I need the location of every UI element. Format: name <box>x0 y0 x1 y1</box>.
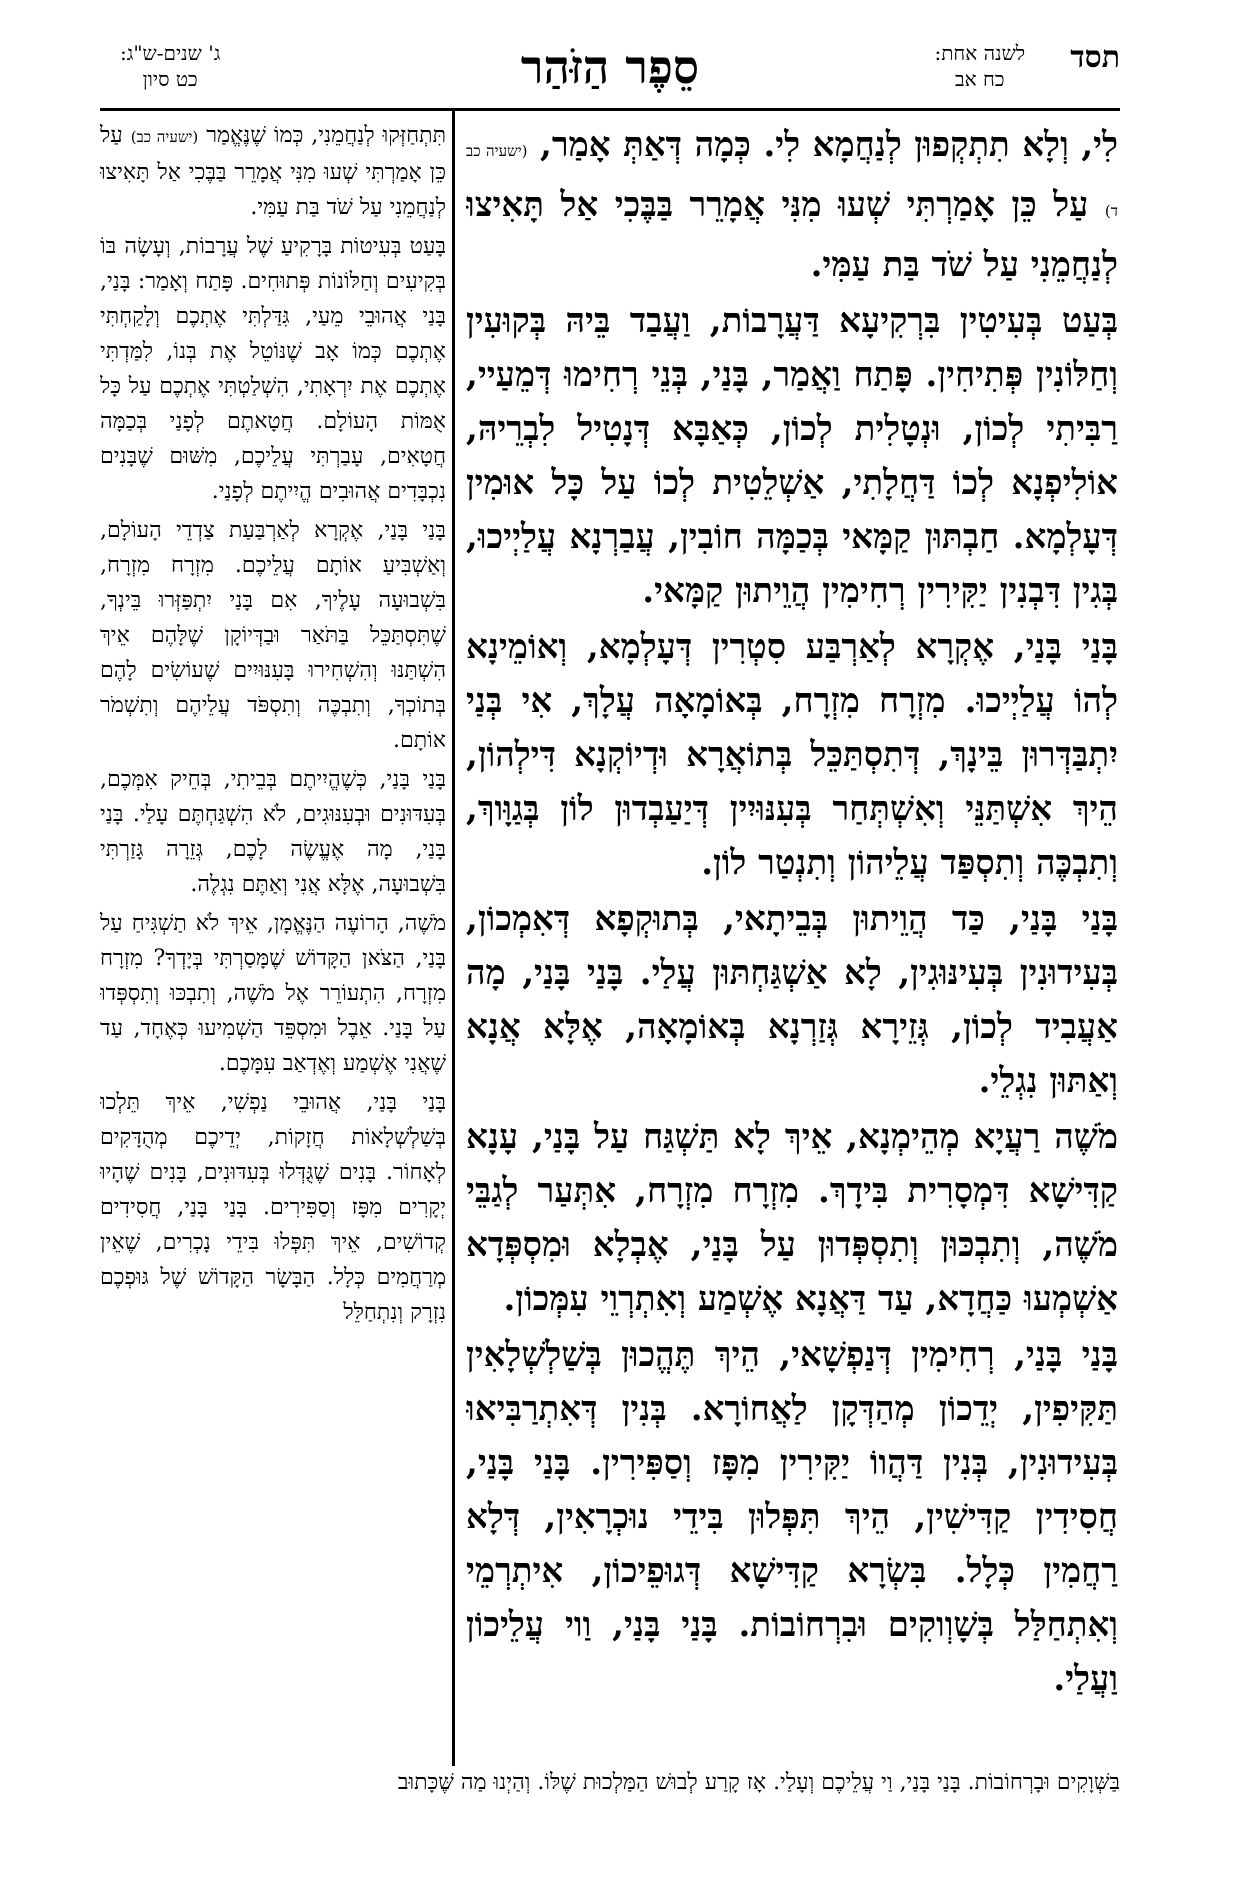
hebrew-paragraph: בָּנַי בָּנַי, אֶקְרָא לְאַרְבַּעַת צַדְדֵי הָעוֹלָם, וְאַשְׁבִּיעַ אוֹתָם עֲלֵיכֶם. מִזְרָח מִזְרָח, בִּשְׁבוּעָה עָלֶיךָ, אִם בָּנַי יִתְפַּזְּרוּ בֵּינְךָ, שֶׁתִּסְתַּכֵּל בַּתֹּאַר וּבַדְּיוֹקָן שֶׁלָּהֶם אֵיךְ הִשְׁתַּנּוּ וְהִשְׁחִירוּ בָּעִנּוּיִים שֶׁעוֹשִׂים לָהֶם בְּתוֹכְךָ, וְתִבְכֶּה וְתִסְפֹּד עֲלֵיהֶם וְתִשְׁמֹר אוֹתָם. <box>100 518 446 753</box>
hebrew-paragraph <box>100 118 446 225</box>
aramaic-text: לִי, וְלָא תִתְקְפוּן לְנַחֲמָא לִי. כְּמָה דְּאַתְּ אָמַר, <box>540 125 1118 165</box>
verse-reference: (ישעיה כב ד) <box>466 142 1118 220</box>
three-year-date: כט סיון <box>142 67 198 91</box>
folio-number: תסד <box>1070 40 1120 75</box>
aramaic-paragraph: מֹשֶׁה רַעֲיָא מְהֵימְנָא, אֵיךְ לָא תַּשְׁגַּח עַל בָּנַי, עָנָא קַדִּישָׁא דִּמְסָרִית בִּידָךְ. מִזְרָח מִזְרָח, אִתְּעַר לְגַבֵּי מֹשֶׁה, וְתִבְכּוּן וְתִסְפְּדוּן עַל בָּנַי, אֶבְלָא וּמִסְפְּדָא אַשְׁמְעוּ כַּחֲדָא, עַד דַּאֲנָא אֶשְׁמַע וְאִתְרְוֵי עִמְּכוֹן. <box>466 1117 1118 1319</box>
column-separator <box>452 108 455 1766</box>
aramaic-paragraph: בָּנַי בָּנַי, אֶקְרָא לְאַרְבַּע סִטְרִין דְּעָלְמָא, וְאוֹמֵינָא לְהוֹ עֲלַיְיכוּ. מִזְרָח מִזְרָח, בְּאוֹמָאָה עֲלָךְ, אִי בְּנַי יִתְבַּדְּרוּן בֵּינָךְ, דְּתִסְתַּכֵּל בְּתוֹאֲרָא וּדְיוֹקְנָא דִּילְהוֹן, הֵיךְ אִשְׁתַּנֵּי וְאִשְׁתְּחַר בְּעִנּוּיִין דְּיַעַבְדוּן לוֹן בְּגַוָּוךְ, וְתִבְכֶּה וְתִסְפַּד עֲלֵיהוֹן וְתִנְטַר לוֹן. <box>466 627 1118 883</box>
hebrew-text: תִּתְחַזְּקוּ לְנַחֲמֵנִי, כְּמוֹ שֶׁנֶּאֱמַר <box>206 123 446 148</box>
hebrew-paragraph: בָּנַי בָּנַי, כְּשֶׁהֱיִיתֶם בְּבֵיתִי, בְּחֵיק אִמְּכֶם, בְּעִדּוּנִים וּבְעִנּוּגִים, לֹא הִשְׁגַּחְתֶּם עָלַי. בָּנַי בָּנַי, מָה אֶעֱשֶׂה לָכֶם, גְּזֵרָה גָּזַרְתִּי בִּשְׁבוּעָה, אֶלָּא אֲנִי וְאַתֶּם נִגְלֶה. <box>100 767 446 897</box>
hebrew-paragraph: בָּנַי בָּנַי, אֲהוּבֵי נַפְשִׁי, אֵיךְ תֵּלְכוּ בְּשַׁלְשְׁלָאוֹת חֲזָקוֹת, יְדֵיכֶם מְהֻדָּקִים לְאָחוֹר. בָּנִים שֶׁגֻּדְּלוּ בְּעִדּוּנִים, בָּנִים שֶׁהָיוּ יְקָרִים מִפָּז וְסַפִּירִים. בָּנַי בָּנַי, חֲסִידִים קְדוֹשִׁים, אֵיךְ תִּפְּלוּ בִּידֵי נָכְרִים, שֶׁאֵין מְרַחֲמִים כְּלָל. הַבָּשָׂר הַקָּדוֹשׁ שֶׁל גּוּפְכֶם נִזְרָק וְנִתְחַלֵּל <box>100 1090 446 1325</box>
header-rule <box>100 108 1120 111</box>
hebrew-translation-column <box>100 118 446 1758</box>
aramaic-paragraph: בְּעַט בְּעִיטִין בִּרְקִיעָא דַּעֲרָבוֹת, וַעֲבַד בֵּיהּ בְּקוּעִין וְחַלּוֹנִין פְּתִיחִין. פָּתַח וַאֲמַר, בָּנַי, בְּנֵי רְחִימוּ דְּמֵעַיי, רַבִּיתִי לְכוֹן, וּנְטָלִית לְכוֹן, כְּאַבָּא דְּנָטִיל לִבְרֵיהּ, אוֹלִיפְנָא לְכוֹ דַּחֲלָתִי, אַשְׁלֵטִית לְכוֹ עַל כָּל אוּמִין דְּעָלְמָא. חַבְתּוּן קַמָּאי בְּכַמָּה חוֹבִין, עֲבַרְנָא עֲלַיְיכוּ, בְּגִין דִּבְנִין יַקִּירִין רְחִימִין הֲוֵיתוּן קַמָּאי. <box>466 301 1118 611</box>
hebrew-paragraph: בָּעַט בְּעִיטוֹת בָּרָקִיעַ שֶׁל עֲרָבוֹת, וְעָשָׂה בּוֹ בְּקִיעִים וְחַלּוֹנוֹת פְּתוּחִים. פָּתַח וְאָמַר: בָּנַי, בָּנַי אֲהוּבֵי מֵעַי, גִּדַּלְתִּי אֶתְכֶם וְלָקַחְתִּי אֶתְכֶם כְּמוֹ אָב שֶׁנּוֹטֵל אֶת בְּנוֹ, לִמַּדְתִּי אֶתְכֶם אֶת יִרְאָתִי, הִשְׁלַטְתִּי אֶתְכֶם עַל כָּל אֻמּוֹת הָעוֹלָם. חֲטָאתֶם לְפָנַי בְּכַמָּה חֲטָאִים, עָבַרְתִּי עֲלֵיכֶם, מִשּׁוּם שֶׁבָּנִים נִכְבָּדִים אֲהוּבִים הֱיִיתֶם לְפָנַי. <box>100 234 446 504</box>
footer-continuation-line: בַּשְּׁוָקִים וּבָרְחוֹבוֹת. בָּנַי בָּנַי, וַי עֲלֵיכֶם וְעָלַי. אָז קָרַע לְבוּשׁ הַמַּלְכוּת שֶׁלּוֹ. וְהַיְנוּ מַה שֶּׁכָּתוּב <box>397 1770 1120 1795</box>
verse-reference: (ישעיה כב) <box>130 128 199 146</box>
aramaic-paragraph: בָּנַי בָּנַי, רְחִימִין דְּנַפְשָׁאי, הֵיךְ תֶּהֱכוּן בְּשַׁלְשְׁלָאִין תַּקִּיפִין, יְדֵכוֹן מְהַדְּקָן לַאֲחוֹרָא. בְּנִין דְּאִתְרַבִּיאוּ בְּעִידוּנִין, בְּנִין דַּהֲווֹ יַקִּירִין מִפָּז וְסַפִּירִין. בָּנַי בָּנַי, חֲסִידִין קַדִּישִׁין, הֵיךְ תִּפְּלוּן בִּידֵי נוּכְרָאִין, דְּלָא רַחֲמִין כְּלָל. בִּשְׂרָא קַדִּישָׁא דְּגוּפֵיכוֹן, אִיתְרְמֵי וְאִתְחַלַּל בְּשָׁוְוקִים וּבִרְחוֹבוֹת. בָּנַי בָּנַי, וַוי עֲלֵיכוֹן וַעֲלַי. <box>466 1335 1118 1699</box>
hebrew-paragraph: מֹשֶׁה, הָרוֹעֶה הַנֶּאֱמָן, אֵיךְ לֹא תַשְׁגִּיחַ עַל בָּנַי, הַצֹּאן הַקָּדוֹשׁ שֶׁמָּסַרְתִּי בְּיָדְךָ? מִזְרָח מִזְרָח, הִתְעוֹרֵר אֶל מֹשֶׁה, וְתִבְכּוּ וְתִסְפְּדוּ עַל בָּנַי. אֵבֶל וּמִסְפֵּד הַשְׁמִיעוּ כְּאֶחָד, עַד שֶׁאֲנִי אֶשְׁמַע וְאֶדְאַב עִמָּכֶם. <box>100 911 446 1076</box>
hebrew-text: עַל כֵּן אָמַרְתִּי שְׁעוּ מִנִּי אֲמָרֵר בַּבֶּכִי אַל תָּאִיצוּ לְנַחֲמֵנִי עַל שֹׁד בַּת עַמִּי. <box>100 123 446 220</box>
aramaic-text: עַל כֵּן אָמַרְתִּי שְׁעוּ מִנִּי אֲמָרֵר בַּבֶּכִי אַל תָּאִיצוּ לְנַחֲמֵנִי עַל שֹׁד בַּת עַמִּי. <box>466 185 1118 285</box>
aramaic-paragraph: בָּנַי בָּנַי, כַּד הֲוֵיתוּן בְּבֵיתָאי, בְּתוּקְפָא דְּאִמְכוֹן, בְּעִידוּנִין בְּעִינּוּגִין, לָא אַשְׁגַּחְתּוּן עֲלַי. בָּנַי בָּנַי, מָה אַעֲבִיד לְכוֹן, גְּזֵירָא גְּזַרְנָא בְּאוֹמָאָה, אֶלָּא אֲנָא וְאַתּוּן נִגְלֵי. <box>466 899 1118 1101</box>
book-title: סֵפֶר הַזֹּהַר <box>520 40 700 94</box>
one-year-date: כח אב <box>954 67 1005 91</box>
aramaic-paragraph <box>466 118 1118 292</box>
three-year-label: ג' שנים-ש"ג: <box>120 41 221 65</box>
aramaic-column <box>466 118 1118 1758</box>
three-year-schedule <box>120 40 220 92</box>
one-year-label: לשנה אחת: <box>934 41 1026 65</box>
